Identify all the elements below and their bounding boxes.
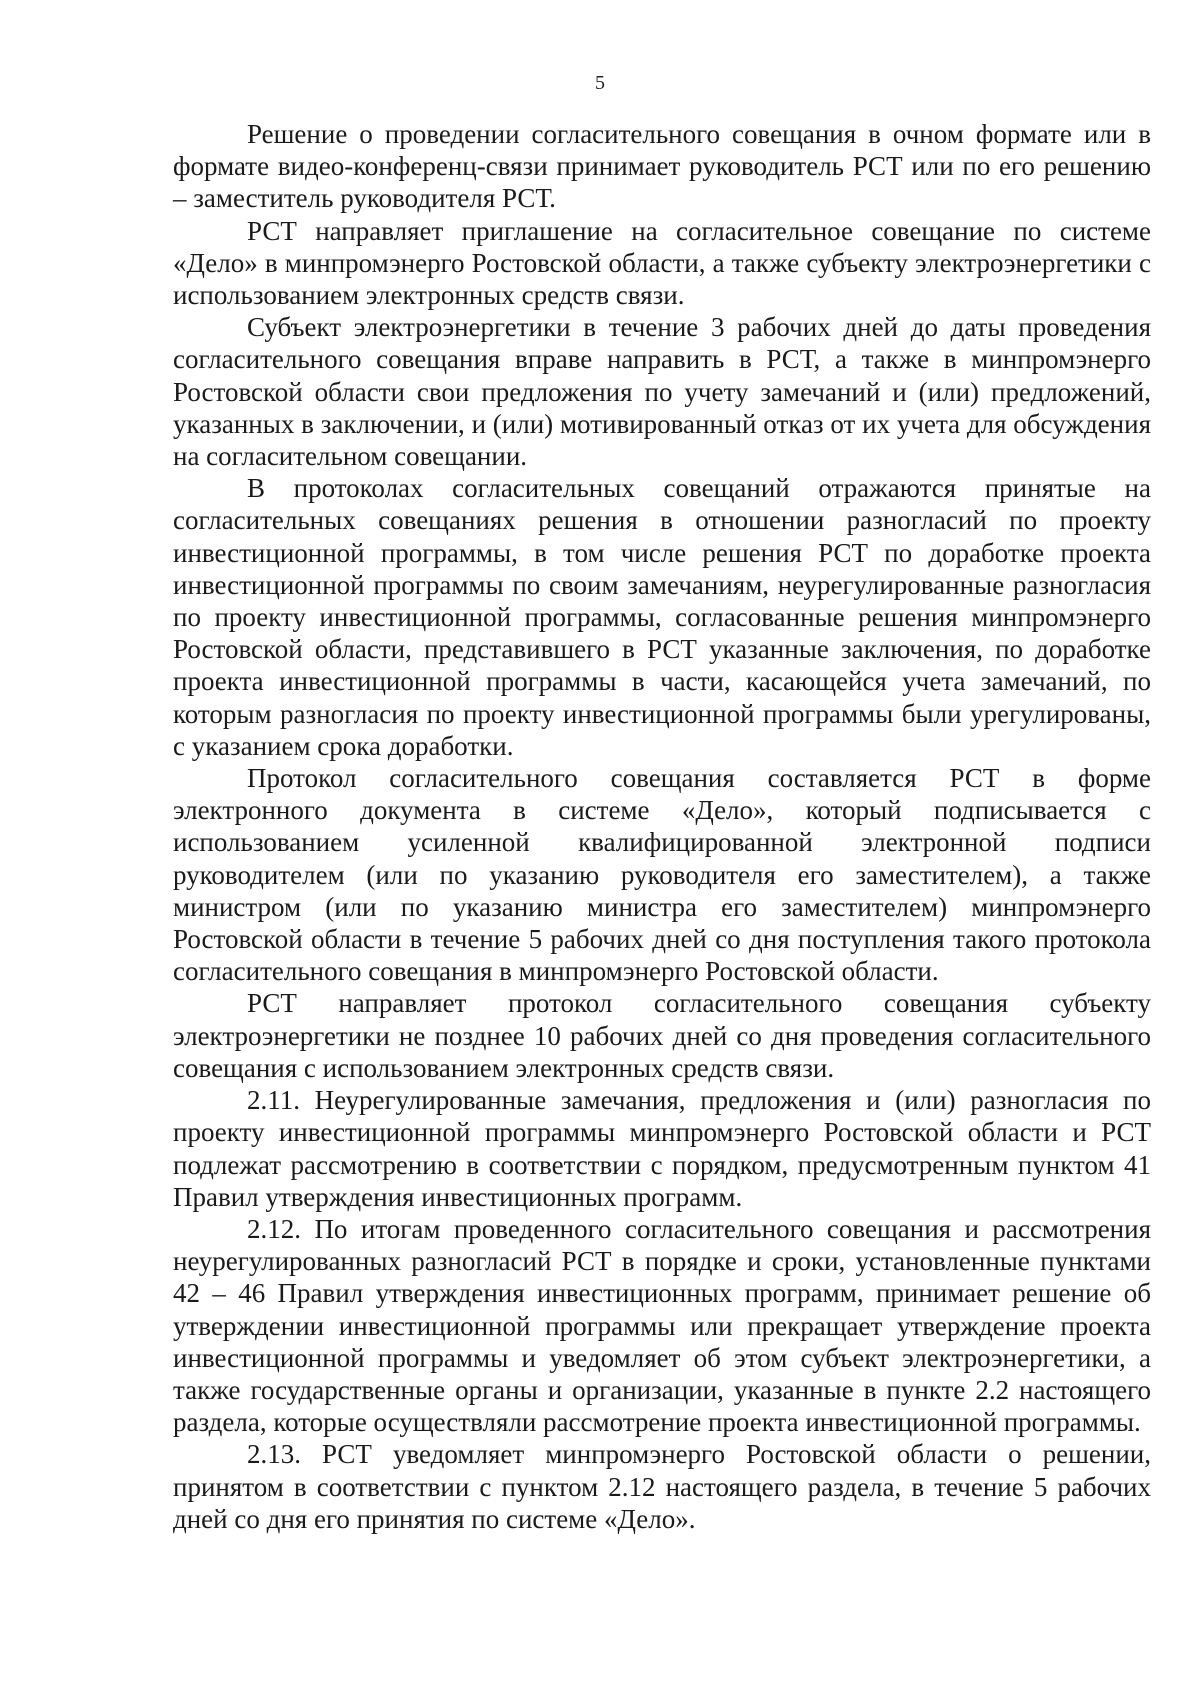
paragraph-protocol-contents: В протоколах согласительных совещаний отражаются принятые на согласительных совещаниях решения в отношении разногласий по проекту инвестиционной программы, в том числе решения РСТ по доработке проекта инвестиционной программы по своим замечаниям, неурегулированные разногласия по проекту инвестиционной программы, согласованные решения минпромэнерго Ростовской области, представившего в РСТ указанные заключения, по доработке проекта инвестиционной программы в части, касающейся учета замечаний, по которым разногласия по проекту инвестиционной программы были урегулированы, с указанием срока доработки. [173,473,1151,761]
paragraph-2-11: 2.11. Неурегулированные замечания, предложения и (или) разногласия по проекту инвестиционной программы минпромэнерго Ростовской области и РСТ подлежат рассмотрению в соответствии с порядком, предусмотренным пунктом 41 Правил утверждения инвестиционных программ. [173,1085,1151,1212]
paragraph-protocol-sending: РСТ направляет протокол согласительного совещания субъекту электроэнергетики не позднее 10 рабочих дней со дня проведения согласительного совещания с использованием электронных средств связи. [173,988,1151,1083]
paragraph-2-13: 2.13. РСТ уведомляет минпромэнерго Ростовской области о решении, принятом в соответствии с пунктом 2.12 настоящего раздела, в течение 5 рабочих дней со дня его принятия по системе «Дело». [173,1439,1151,1534]
page-number: 5 [595,72,605,94]
paragraph-subject-proposals: Субъект электроэнергетики в течение 3 рабочих дней до даты проведения согласительного совещания вправе направить в РСТ, а также в минпромэнерго Ростовской области свои предложения по учету замечаний и (или) предложений, указанных в заключении, и (или) мотивированный отказ от их учета для обсуждения на согласительном совещании. [173,312,1151,472]
paragraph-protocol-signing: Протокол согласительного совещания составляется РСТ в форме электронного документа в системе «Дело», который подписывается с использованием усиленной квалифицированной электронной подписи руководителем (или по указанию руководителя его заместителем), а также министром (или по указанию министра его заместителем) минпромэнерго Ростовской области в течение 5 рабочих дней со дня поступления такого протокола согласительного совещания в минпромэнерго Ростовской области. [173,763,1151,987]
paragraph-meeting-decision: Решение о проведении согласительного совещания в очном формате или в формате видео-конференц-связи принимает руководитель РСТ или по его решению – заместитель руководителя РСТ. [173,119,1151,214]
document-body [173,118,1151,1535]
paragraph-2-12: 2.12. По итогам проведенного согласительного совещания и рассмотрения неурегулированных разногласий РСТ в порядке и сроки, установленные пунктами 42 – 46 Правил утверждения инвестиционных программ, принимает решение об утверждении инвестиционной программы или прекращает утверждение проекта инвестиционной программы и уведомляет об этом субъект электроэнергетики, а также государственные органы и организации, указанные в пункте 2.2 настоящего раздела, которые осуществляли рассмотрение проекта инвестиционной программы. [173,1213,1151,1438]
paragraph-invitation: РСТ направляет приглашение на согласительное совещание по системе «Дело» в минпромэнерго Ростовской области, а также субъекту электроэнергетики с использованием электронных средств связи. [173,215,1151,311]
